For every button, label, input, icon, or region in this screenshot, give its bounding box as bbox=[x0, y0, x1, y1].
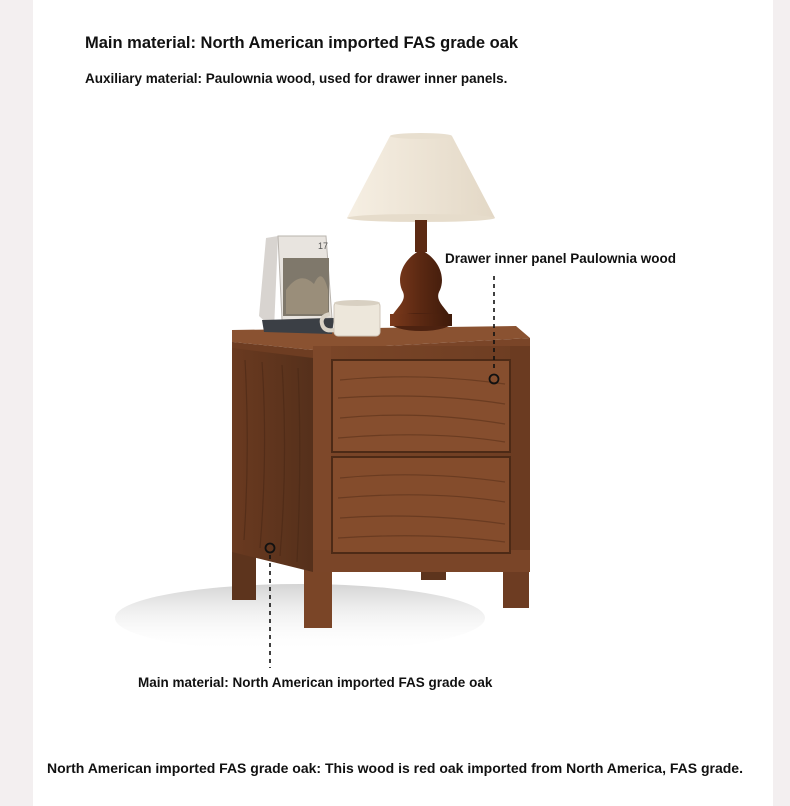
floor-shadow bbox=[115, 584, 485, 652]
page-subtitle: Auxiliary material: Paulownia wood, used for drawer inner panels. bbox=[85, 71, 508, 86]
nightstand bbox=[232, 326, 530, 628]
lamp-stem bbox=[415, 220, 427, 252]
lampshade bbox=[347, 136, 495, 218]
drawer-panel-label: Drawer inner panel Paulownia wood bbox=[445, 251, 677, 266]
calendar-day: 17 bbox=[318, 241, 329, 251]
leg-back-left bbox=[232, 550, 256, 600]
drawer-top bbox=[332, 360, 510, 452]
main-material-label: Main material: North American imported FAS grade oak bbox=[138, 675, 493, 690]
footer-note: North American imported FAS grade oak: This wood is red oak imported from North America, FAS grade. bbox=[47, 760, 743, 776]
drawer-bottom bbox=[332, 457, 510, 553]
lamp-base bbox=[392, 250, 450, 316]
page-title: Main material: North American imported FAS grade oak bbox=[85, 34, 519, 52]
